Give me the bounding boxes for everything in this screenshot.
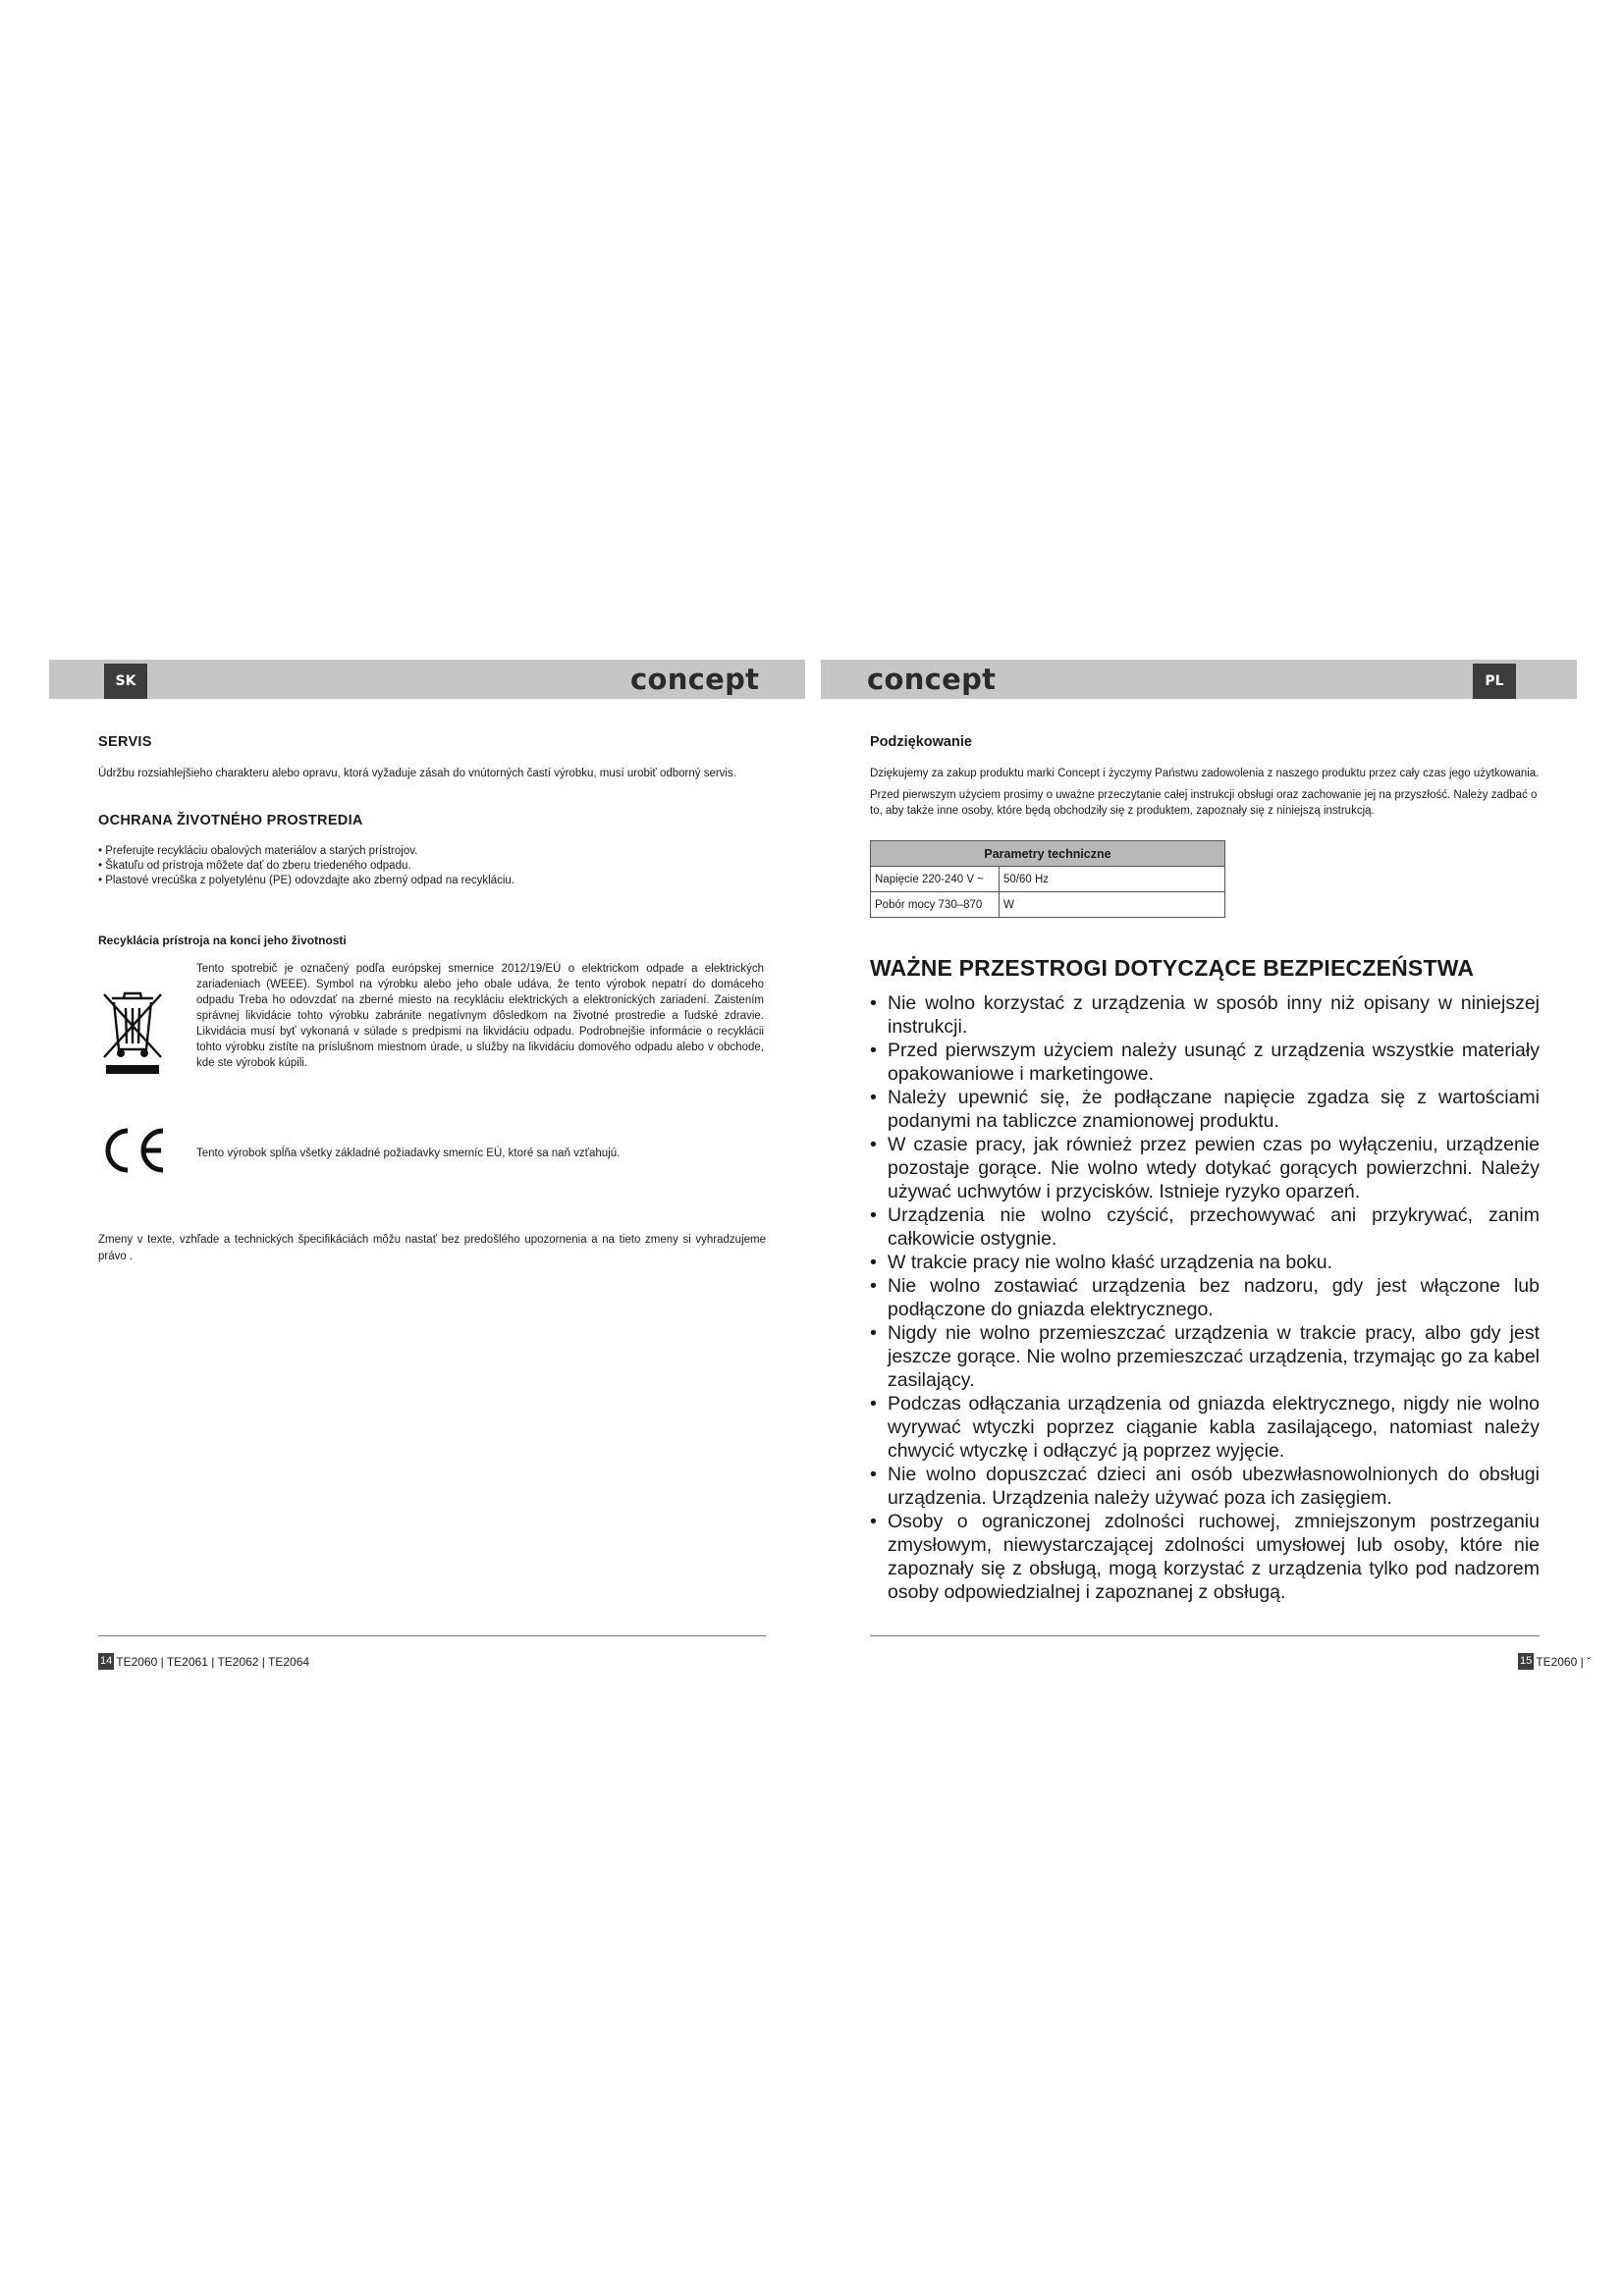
footer-divider-left bbox=[98, 1635, 766, 1636]
list-item: • Škatuľu od prístroja môžete dať do zberu triedeného odpadu. bbox=[98, 860, 411, 872]
list-item: • Nie wolno dopuszczać dzieci ani osób ubezwłasnowolnionych do obsługi urządzenia. Urządzenia należy używać poza ich zasięgiem. bbox=[870, 1463, 1540, 1510]
table-header: Parametry techniczne bbox=[871, 841, 1225, 867]
technical-parameters-table bbox=[870, 840, 1225, 918]
servis-heading: SERVIS bbox=[98, 734, 152, 750]
ce-mark-icon bbox=[98, 1125, 177, 1181]
footer-left bbox=[98, 1653, 309, 1670]
environment-heading: OCHRANA ŽIVOTNÉHO PROSTREDIA bbox=[98, 813, 363, 828]
list-item: • W czasie pracy, jak również przez pewien czas po wyłączeniu, urządzenie pozostaje gorące. Nie wolno wtedy dotykać gorących powierzchni. Należy używać uchwytów i przycisków. Istnieje ryzyko oparzeń. bbox=[870, 1133, 1540, 1203]
list-item: • Osoby o ograniczonej zdolności ruchowej, zmniejszonym postrzeganiu zmysłowym, niewystarczającej zdolności umysłowej lub osoby, które nie zapoznały się z obsługą, mogą korzystać z urządzenia tylko pod nadzorem osoby odpowiedzialnej i zapoznanej z obsługą. bbox=[870, 1510, 1540, 1604]
environment-list bbox=[98, 844, 766, 888]
thanks-heading: Podziękowanie bbox=[870, 734, 972, 750]
recycling-heading: Recyklácia prístroja na konci jeho životnosti bbox=[98, 934, 347, 947]
list-item: • Urządzenia nie wolno czyścić, przechowywać ani przykrywać, zanim całkowicie ostygnie. bbox=[870, 1203, 1540, 1251]
page-right-pl bbox=[870, 734, 1540, 1604]
list-item: • Podczas odłączania urządzenia od gniazda elektrycznego, nigdy nie wolno wyrywać wtyczki poprzez ciąganie kabla zasilającego, natomiast należy chwycić wtyczkę i odłączyć ją poprzez wyjęcie. bbox=[870, 1392, 1540, 1463]
list-item: • Nigdy nie wolno przemieszczać urządzenia w trakcie pracy, albo gdy jest jeszcze gorące. Nie wolno przemieszczać urządzenia, trzymając go za kabel zasilający. bbox=[870, 1321, 1540, 1392]
footer-divider-right bbox=[870, 1635, 1540, 1636]
param-label: Napięcie 220-240 V ~ bbox=[871, 867, 1000, 892]
thanks-text: Dziękujemy za zakup produktu marki Concept i życzymy Państwu zadowolenia z naszego produktu przez cały czas jego użytkowania. bbox=[870, 768, 1540, 779]
language-badge-pl: PL bbox=[1473, 664, 1516, 699]
model-list: TE2060 | ˇ bbox=[1536, 1654, 1592, 1669]
safety-heading: WAŻNE PRZESTROGI DOTYCZĄCE BEZPIECZEŃSTWA bbox=[870, 955, 1475, 981]
servis-text: Údržbu rozsiahlejšieho charakteru alebo opravu, ktorá vyžaduje zásah do vnútorných častí výrobku, musí urobiť odborný servis. bbox=[98, 768, 736, 779]
list-item: • Nie wolno zostawiać urządzenia bez nadzoru, gdy jest włączone lub podłączone do gniazda elektrycznego. bbox=[870, 1274, 1540, 1321]
page-number: 15 bbox=[1518, 1653, 1534, 1670]
list-item: • Należy upewnić się, że podłączane napięcie zgadza się z wartościami podanymi na tabliczce znamionowej produktu. bbox=[870, 1086, 1540, 1133]
page-left-sk bbox=[98, 734, 766, 1277]
param-value: 50/60 Hz bbox=[1000, 867, 1225, 892]
table-row bbox=[871, 892, 1225, 918]
page-number: 14 bbox=[98, 1653, 114, 1670]
list-item: • Preferujte recykláciu obalových materiálov a starých prístrojov. bbox=[98, 845, 418, 857]
language-badge-sk: SK bbox=[104, 664, 147, 699]
instructions-text: Przed pierwszym użyciem prosimy o uważne przeczytanie całej instrukcji obsługi oraz zachowanie jej na przyszłość. Należy zadbać o to, aby także inne osoby, które będą obchodziły się z produktem, zapoznały się z niniejszą instrukcją. bbox=[870, 789, 1538, 817]
brand-logo-left: concept bbox=[630, 663, 760, 696]
recycling-text: Tento spotrebič je označený podľa európskej smernice 2012/19/EÚ o elektrickom odpade a elektrických zariadeniach (WEEE). Symbol na výrobku alebo jeho obale udáva, že tento výrobok nepatrí do domáceho odpadu Treba ho odovzdať na zberné miesto na recykláciu elektrických a elektronických zariadení. Zaistením správnej likvidácie tohto výrobku zabránite negatívnym dôsledkom na životné prostredie a ľudské zdravie. Likvidácia musí byť vykonaná v súlade s predpismi na likvidáciu odpadu. Podrobnejšie informácie o recyklácii tohto výrobku zistíte na príslušnom miestnom úrade, u služby na likvidáciu domového odpadu alebo v obchode, kde ste výrobok kúpili. bbox=[196, 963, 764, 1069]
recycling-block bbox=[98, 961, 766, 1082]
param-value: W bbox=[1000, 892, 1225, 918]
list-item: • Nie wolno korzystać z urządzenia w sposób inny niż opisany w niniejszej instrukcji. bbox=[870, 991, 1540, 1039]
model-list: TE2060 | TE2061 | TE2062 | TE2064 bbox=[116, 1654, 310, 1669]
weee-bin-icon bbox=[98, 961, 187, 1082]
list-item: • Przed pierwszym użyciem należy usunąć z urządzenia wszystkie materiały opakowaniowe i marketingowe. bbox=[870, 1039, 1540, 1086]
safety-list bbox=[870, 991, 1540, 1604]
list-item: • W trakcie pracy nie wolno kłaść urządzenia na boku. bbox=[870, 1251, 1540, 1274]
table-row bbox=[871, 867, 1225, 892]
brand-logo-right: concept bbox=[867, 663, 997, 696]
list-item: • Plastové vrecúška z polyetylénu (PE) odovzdajte ako zberný odpad na recykláciu. bbox=[98, 875, 515, 886]
param-label: Pobór mocy 730–870 bbox=[871, 892, 1000, 918]
changes-notice: Zmeny v texte, vzhľade a technických špecifikáciách môžu nastať bez predošlého upozornenia a na tieto zmeny si vyhradzujeme právo . bbox=[98, 1234, 766, 1262]
footer-right bbox=[1518, 1653, 1591, 1670]
ce-text: Tento výrobok spĺňa všetky základné požiadavky smerníc EÚ, ktoré sa naň vzťahujú. bbox=[196, 1147, 621, 1159]
ce-block bbox=[98, 1125, 766, 1181]
